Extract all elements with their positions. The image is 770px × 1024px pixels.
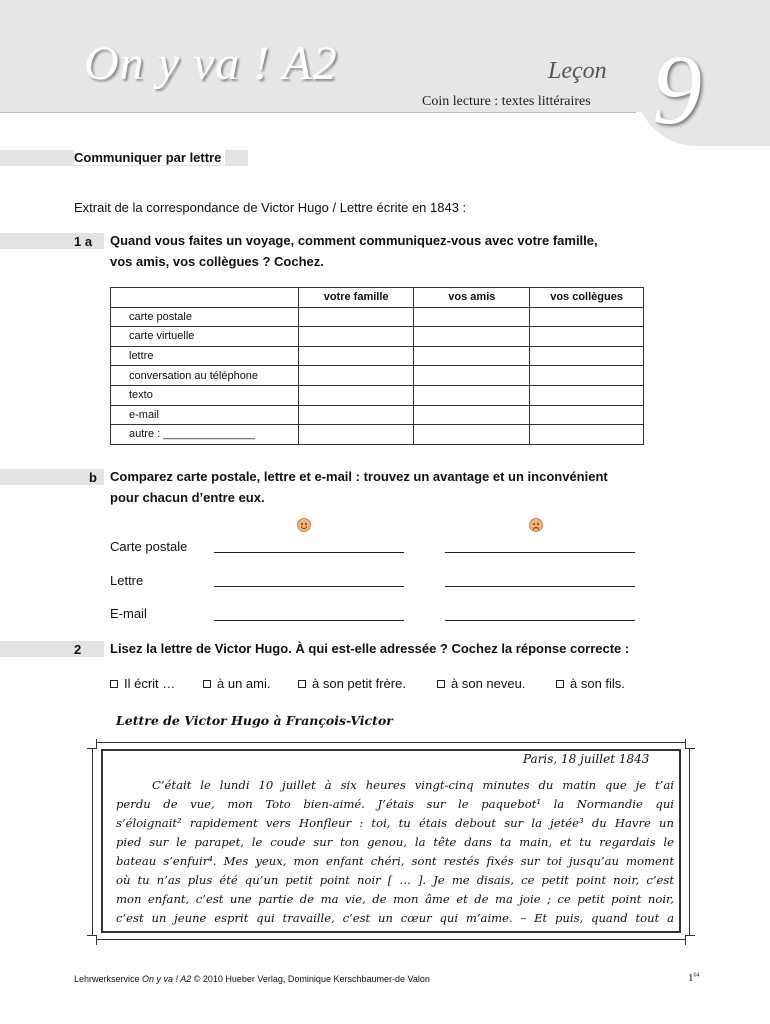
- question-1a-text: [110, 230, 598, 272]
- question-1a-line2: vos amis, vos collègues ? Cochez.: [110, 254, 324, 269]
- table-header-cell: [111, 288, 299, 308]
- letter-date: Paris, 18 juillet 1843: [523, 752, 650, 766]
- frame-corner: [685, 935, 695, 945]
- letter-line: mon enfant, c’est une partie de ma vie, de mon âme et de ma joie ; ce petit point noir,: [116, 892, 674, 906]
- checkbox-cell[interactable]: [298, 327, 414, 347]
- frame-corner: [685, 739, 695, 749]
- question-1b-number: b: [89, 470, 97, 485]
- letter-line: où tu n’as plus été qu’un petit point noir [ … ]. Je me disais, ce petit point noir, c’est: [116, 873, 674, 887]
- table-header-row: [111, 288, 644, 308]
- option-intro[interactable]: Il écrit …: [110, 676, 175, 691]
- row-label: lettre: [111, 346, 299, 366]
- answer-blank[interactable]: [214, 586, 404, 587]
- answer-blank[interactable]: [445, 552, 635, 553]
- checkbox-cell[interactable]: [530, 425, 644, 445]
- table-row: [111, 385, 644, 405]
- checkbox-cell[interactable]: [530, 366, 644, 386]
- communication-table: [110, 287, 644, 445]
- table-header-cell: vos amis: [414, 288, 530, 308]
- option-fils[interactable]: à son fils.: [556, 676, 625, 691]
- question-1a-number: 1 a: [74, 234, 93, 249]
- letter-line: C’était le lundi 10 juillet à six heures vingt-cinq minutes du matin que je t’ai: [152, 778, 674, 792]
- option-ami[interactable]: à un ami.: [203, 676, 270, 691]
- letter-line: perdu de vue, mon Toto bien-aimé. J’étais sur le paquebot¹ la Normandie qui: [116, 797, 674, 811]
- checkbox-icon[interactable]: [298, 680, 306, 688]
- row-label: e-mail: [111, 405, 299, 425]
- compare-row-label: E-mail: [110, 606, 147, 621]
- row-label: conversation au téléphone: [111, 366, 299, 386]
- question-1b-line1: Comparez carte postale, lettre et e-mail : trouvez un avantage et un inconvénient: [110, 469, 608, 484]
- checkbox-cell[interactable]: [530, 346, 644, 366]
- checkbox-icon[interactable]: [437, 680, 445, 688]
- table-row: [111, 405, 644, 425]
- checkbox-cell[interactable]: [414, 327, 530, 347]
- answer-blank[interactable]: [214, 552, 404, 553]
- lesson-number: 9: [652, 34, 702, 145]
- checkbox-cell[interactable]: [414, 425, 530, 445]
- compare-row-label: Lettre: [110, 573, 144, 588]
- section-title: Communiquer par lettre: [74, 150, 225, 165]
- checkbox-cell[interactable]: [414, 405, 530, 425]
- checkbox-icon[interactable]: [110, 680, 118, 688]
- table-row: [111, 307, 644, 327]
- checkbox-cell[interactable]: [530, 307, 644, 327]
- letter-line: bateau s’enfuir⁴. Mes yeux, mon enfant chéri, sont restés fixés sur toi jusqu’au moment: [116, 854, 674, 868]
- row-label: carte virtuelle: [111, 327, 299, 347]
- checkbox-icon[interactable]: [556, 680, 564, 688]
- page-number: $1^{04}$: [688, 972, 700, 984]
- checkbox-cell[interactable]: [298, 385, 414, 405]
- question-2-band: [0, 641, 104, 657]
- row-label: texto: [111, 385, 299, 405]
- option-neveu[interactable]: à son neveu.: [437, 676, 525, 691]
- checkbox-icon[interactable]: [203, 680, 211, 688]
- footer-credit: Lehrwerkservice On y va ! A2 © 2010 Hueber Verlag, Dominique Kerschbaumer-de Valon: [74, 974, 430, 984]
- sad-face-icon: [529, 518, 543, 532]
- checkbox-cell[interactable]: [414, 385, 530, 405]
- checkbox-cell[interactable]: [530, 385, 644, 405]
- answer-blank[interactable]: [214, 620, 404, 621]
- answer-blank[interactable]: [445, 620, 635, 621]
- question-2-text: Lisez la lettre de Victor Hugo. À qui est-elle adressée ? Cochez la réponse correcte :: [110, 641, 630, 656]
- answer-blank[interactable]: [445, 586, 635, 587]
- letter-body: [116, 776, 674, 928]
- checkbox-cell[interactable]: [298, 425, 414, 445]
- table-row: [111, 366, 644, 386]
- option-petit-frere[interactable]: à son petit frère.: [298, 676, 406, 691]
- row-label: carte postale: [111, 307, 299, 327]
- header-divider: [0, 112, 636, 113]
- letter-line: s’éloignait² rapidement vers Honfleur : toi, tu étais debout sur la jetée³ du Havre un: [116, 816, 674, 830]
- lesson-label: Leçon: [548, 58, 607, 84]
- question-1b-text: [110, 466, 608, 508]
- happy-face-icon: [297, 518, 311, 532]
- intro-text: Extrait de la correspondance de Victor Hugo / Lettre écrite en 1843 :: [74, 200, 467, 215]
- letter-line: c’est un jeune esprit qui travaille, c’est un cœur qui m’aime. – Et puis, quand tout a: [116, 911, 674, 925]
- table-row: [111, 327, 644, 347]
- checkbox-cell[interactable]: [414, 307, 530, 327]
- brand-title: On y va ! A2: [84, 37, 338, 90]
- header-subtitle: Coin lecture : textes littéraires: [422, 94, 591, 109]
- frame-corner: [87, 935, 97, 945]
- table-header-cell: vos collègues: [530, 288, 644, 308]
- table-header-cell: votre famille: [298, 288, 414, 308]
- question-1a-line1: Quand vous faites un voyage, comment communiquez-vous avec votre famille,: [110, 233, 598, 248]
- letter-line: pied sur le parapet, le coude sur ton genou, la tête dans ta main, et tu regardais le: [116, 835, 674, 849]
- frame-corner: [87, 739, 97, 749]
- row-label: autre : _______________: [111, 425, 299, 445]
- checkbox-cell[interactable]: [414, 346, 530, 366]
- compare-row-label: Carte postale: [110, 539, 188, 554]
- letter-title: Lettre de Victor Hugo à François-Victor: [116, 713, 393, 728]
- question-2-number: 2: [74, 642, 82, 657]
- checkbox-cell[interactable]: [298, 405, 414, 425]
- checkbox-cell[interactable]: [414, 366, 530, 386]
- checkbox-cell[interactable]: [530, 405, 644, 425]
- checkbox-cell[interactable]: [530, 327, 644, 347]
- table-row: [111, 346, 644, 366]
- checkbox-cell[interactable]: [298, 307, 414, 327]
- checkbox-cell[interactable]: [298, 346, 414, 366]
- question-1b-line2: pour chacun d’entre eux.: [110, 490, 265, 505]
- checkbox-cell[interactable]: [298, 366, 414, 386]
- table-row: [111, 425, 644, 445]
